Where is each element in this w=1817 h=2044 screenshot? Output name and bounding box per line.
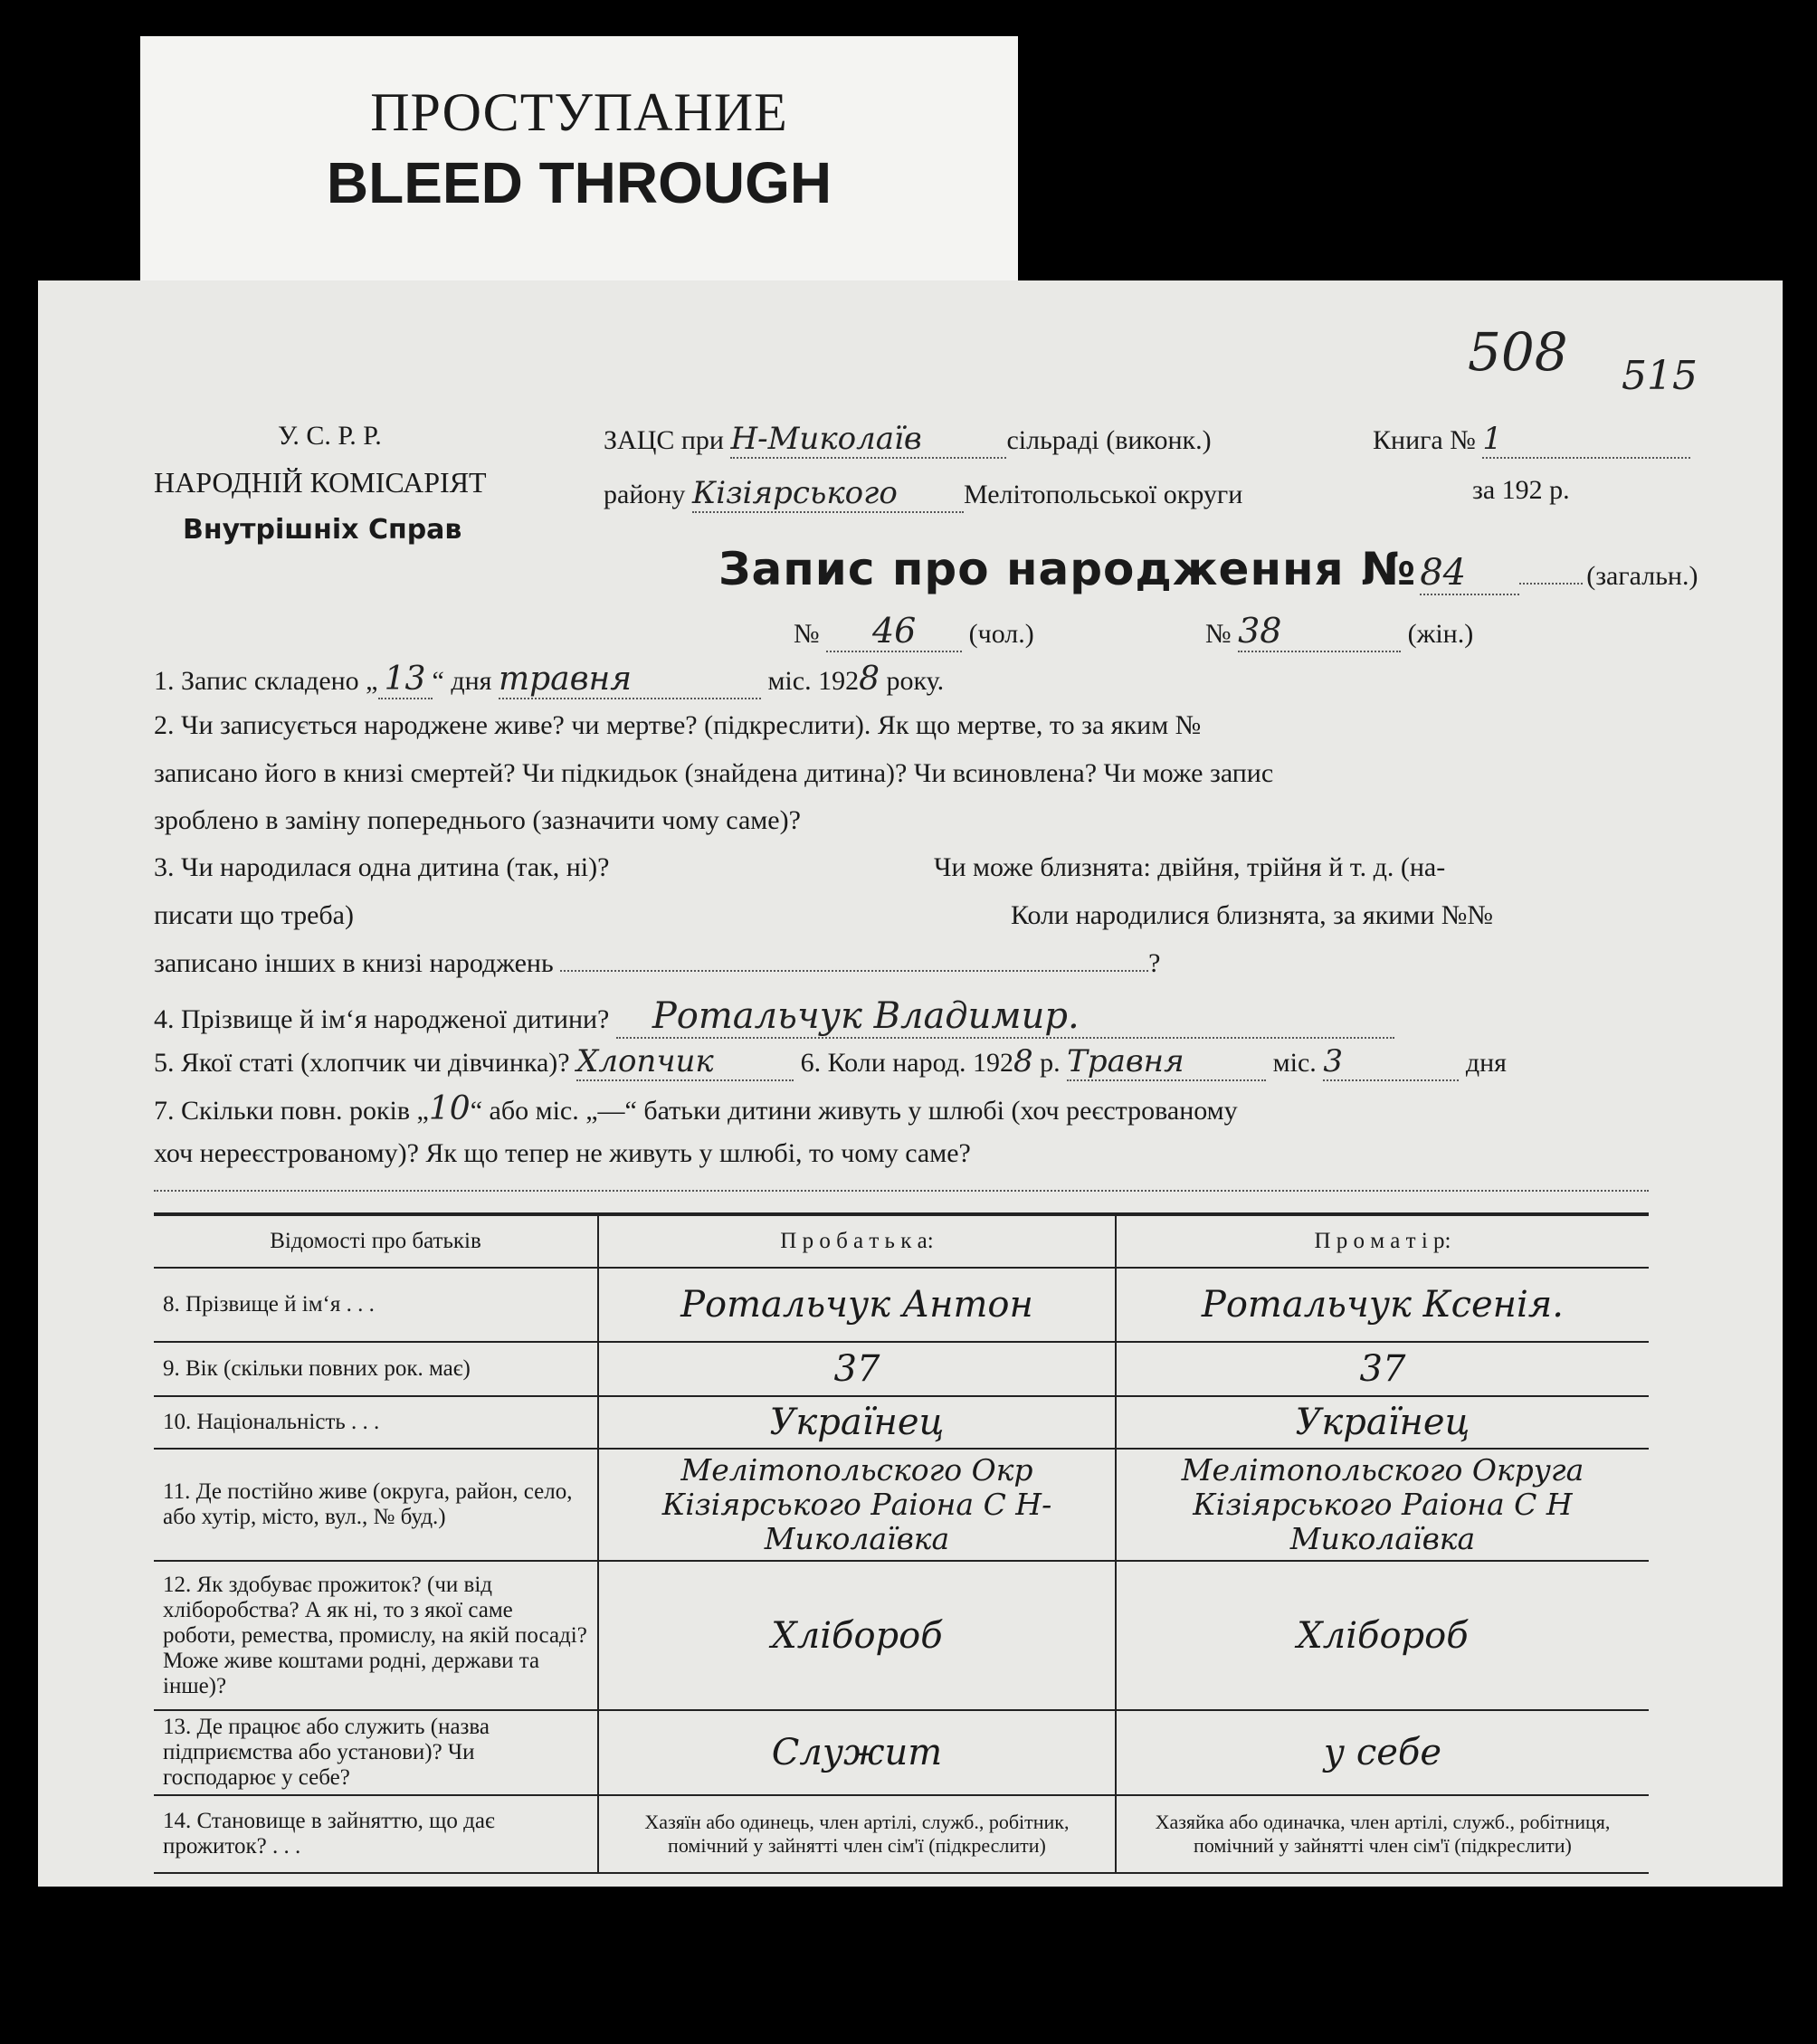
commissariat-label: НАРОДНІЙ КОМІСАРІЯТ [154, 466, 487, 499]
mother-nationality: Українец [1116, 1396, 1649, 1449]
district-value: Кізіярського [692, 475, 964, 513]
birth-day: 3 [1323, 1043, 1459, 1081]
record-title: Запис про народження № 84 (загальн.) [718, 543, 1698, 595]
line-3b: Чи може близнята: двійня, трійня й т. д. (на- [934, 852, 1446, 882]
father-residence: Мелітопольского Окр Кізіярського Раіона С Н-Миколаївка [598, 1449, 1116, 1561]
record-month: травня [499, 661, 761, 699]
bleed-through-label [140, 36, 1018, 285]
birth-year: 8 [1013, 1043, 1033, 1079]
table-row: 12. Як здобуває прожиток? (чи від хліборобства? А як ні, то з якої саме роботи, ремества, промислу, на якій посаді? Може живе коштами родні, держави та інше)? Хлібороб Хлібороб [154, 1561, 1649, 1710]
record-day: 13 [378, 661, 433, 699]
marriage-months: — [597, 1096, 625, 1126]
mother-age: 37 [1116, 1342, 1649, 1396]
father-livelihood: Хлібороб [598, 1561, 1116, 1710]
year-label: за 192 р. [1472, 475, 1570, 505]
district-line: району Кізіярського Мелітопольської округи [604, 475, 1243, 511]
father-age: 37 [598, 1342, 1116, 1396]
birth-month: Травня [1067, 1043, 1266, 1081]
father-occupation-status: Хазяїн або одинець, член артілі, служб., робітник, помічний у зайнятті член сім'ї (підкреслити) [598, 1795, 1116, 1873]
table-row: 9. Вік (скільки повних рок. має) 37 37 [154, 1342, 1649, 1396]
mother-name: Ротальчук Ксенія. [1116, 1268, 1649, 1342]
child-sex: Хлопчик [576, 1043, 794, 1081]
village-value: Н-Миколаїв [730, 421, 1006, 459]
archive-number: 508 [1468, 321, 1568, 383]
female-number-line: № 38 (жін.) [1205, 611, 1474, 651]
table-row: 11. Де постійно живе (округа, район, село, або хутір, місто, вул., № буд.) Мелітопольского Окр Кізіярського Раіона С Н-Миколаївка Мелітопольского Округа Кізіярського Раіона С Н Миколаївка [154, 1449, 1649, 1561]
line-2c: зроблено в заміну попереднього (зазначити чому саме)? [154, 805, 801, 835]
mother-livelihood: Хлібороб [1116, 1561, 1649, 1710]
label-russian: ПРОСТУПАНИЕ [370, 82, 788, 142]
line-7: 7. Скільки повн. років „10“ або міс. „—“ батьки дитини живуть у шлюбі (хоч реєстрованому [154, 1090, 1238, 1127]
line-3: 3. Чи народилася одна дитина (так, ні)? [154, 852, 610, 882]
mother-occupation-status: Хазяйка або одиначка, член артілі, служб., робітниця, помічний у зайнятті член сім'ї (підкреслити) [1116, 1795, 1649, 1873]
department-label: Внутрішніх Справ [183, 514, 462, 546]
father-workplace: Служит [598, 1710, 1116, 1795]
line-3e: записано інших в книзі народжень ? [154, 948, 1161, 978]
ussr-label: У. С. Р. Р. [278, 421, 382, 451]
table-row: 14. Становище в зайняттю, що дає прожиток? . . . Хазяїн або одинець, член артілі, служб., робітник, помічний у зайнятті член сім'ї (підкреслити) Хазяйка або одиначка, член артілі, служб., робітниця, помічний у зайнятті член сім'ї (підкреслити) [154, 1795, 1649, 1873]
table-row: 10. Національність . . . Українец Українец [154, 1396, 1649, 1449]
line-1: 1. Запис складено „ 13 “ дня травня міс. 1928 року. [154, 661, 945, 698]
line-3c: писати що треба) [154, 900, 354, 930]
female-number: 38 [1238, 611, 1401, 652]
father-nationality: Українец [598, 1396, 1116, 1449]
line-3d: Коли народилися близнята, за якими №№ [1011, 900, 1494, 930]
mother-residence: Мелітопольского Округа Кізіярського Раіона С Н Миколаївка [1116, 1449, 1649, 1561]
male-number: 46 [826, 611, 962, 652]
label-english: BLEED THROUGH [326, 150, 832, 215]
father-name: Ротальчук Антон [598, 1268, 1116, 1342]
table-header: Відомості про батьків П р о б а т ь к а: П р о м а т і р: [154, 1214, 1649, 1268]
book-line: Книга № 1 [1373, 421, 1690, 459]
line-5: 5. Якої статі (хлопчик чи дівчинка)? Хлопчик 6. Коли народ. 1928 р. Травня міс. 3 дня [154, 1043, 1507, 1079]
line-7b: хоч нереєстрованому)? Як що тепер не живуть у шлюбі, то чому саме? [154, 1138, 971, 1168]
marriage-years: 10 [428, 1090, 471, 1127]
zags-line: ЗАЦС при Н-Миколаїв сільраді (виконк.) [604, 421, 1212, 457]
table-row: 8. Прізвище й ім‘я . . . Ротальчук Антон Ротальчук Ксенія. [154, 1268, 1649, 1342]
line-2: 2. Чи записується народжене живе? чи мертве? (підкреслити). Як що мертве, то за яким № [154, 710, 1202, 740]
child-name: Ротальчук Владимир. [616, 995, 1394, 1039]
line-4: 4. Прізвище й ім‘я народженої дитини? Ротальчук Владимир. [154, 995, 1394, 1039]
mother-workplace: у себе [1116, 1710, 1649, 1795]
book-number: 1 [1482, 421, 1690, 459]
record-year: 8 [859, 661, 880, 698]
total-number: 84 [1420, 552, 1519, 595]
blank-line [154, 1190, 1649, 1192]
male-number-line: № 46 (чол.) [794, 611, 1034, 651]
archive-number-2: 515 [1622, 353, 1698, 399]
parents-table [154, 1212, 1649, 1874]
line-2b: записано його в книзі смертей? Чи підкидьок (знайдена дитина)? Чи всиновлена? Чи може запис [154, 758, 1274, 788]
table-row: 13. Де працює або служить (назва підприємства або установи)? Чи господарює у себе? Служит у себе [154, 1710, 1649, 1795]
birth-record-page [38, 280, 1783, 1887]
